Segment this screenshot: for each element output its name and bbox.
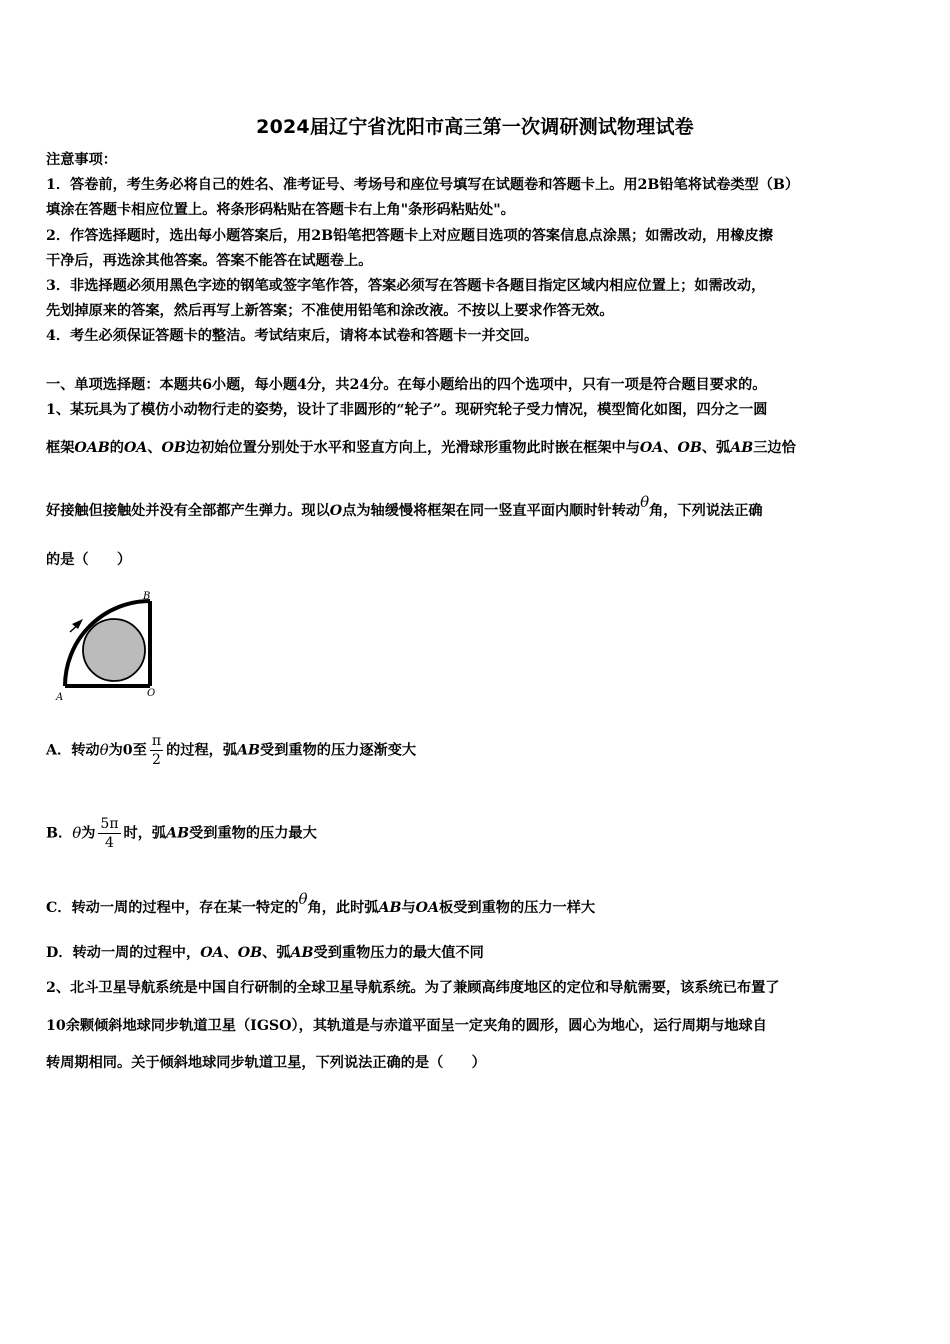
q1-line-3: [46, 493, 763, 521]
option-var-ab: AB: [166, 825, 190, 842]
q1-option-a: [46, 732, 416, 769]
fraction-5pi-over-4: [98, 815, 120, 852]
option-text: B．: [46, 825, 73, 842]
q1-var-ab: AB: [730, 440, 754, 456]
q1-line-1: 1、某玩具为了模仿小动物行走的姿势，设计了非圆形的“轮子”。现研究轮子受力情况，模型简化如图，四分之一圆: [46, 402, 768, 418]
option-var-ab: AB: [290, 945, 314, 961]
option-theta: θ: [298, 890, 308, 908]
q1-line-2: [46, 438, 796, 458]
q1-option-b: [46, 815, 317, 852]
q2-line-1: 2、北斗卫星导航系统是中国自行研制的全球卫星导航系统。为了兼顾高纬度地区的定位和导航需要，该系统已布置了: [46, 980, 780, 996]
option-theta: θ: [72, 823, 82, 842]
q1-var-ob: OB: [677, 440, 702, 456]
option-theta: θ: [99, 740, 109, 759]
notice-heading: 注意事项：: [46, 152, 117, 168]
notice-line-6: 先划掉原来的答案，然后再写上新答案；不准使用铅笔和涂改液。不按以上要求作答无效。: [46, 303, 614, 319]
q1-line-4: 的是（ ）: [46, 552, 132, 568]
option-text: 为: [81, 825, 96, 842]
option-text: 受到重物的压力最大: [189, 825, 317, 842]
q1-text: 、: [147, 440, 162, 456]
q1-text: 框架: [46, 440, 75, 456]
option-var-ab: AB: [237, 742, 261, 759]
q1-text: 边初始位置分别处于水平和竖直方向上，光滑球形重物此时嵌在框架中与: [185, 440, 640, 456]
q1-option-c: [46, 890, 596, 918]
q1-figure: [50, 588, 170, 710]
option-text: A．转动: [46, 742, 100, 759]
option-text: 的过程，弧: [166, 742, 238, 759]
q1-text: 点为轴缓慢将框架在同一竖直平面内顺时针转动: [342, 503, 641, 519]
fraction-numerator: π: [151, 733, 162, 749]
notice-line-4: 干净后，再选涂其他答案。答案不能答在试题卷上。: [46, 253, 373, 269]
option-text: 、弧: [262, 945, 291, 961]
q1-var-ob: OB: [161, 440, 186, 456]
option-text: 板受到重物的压力一样大: [439, 900, 596, 916]
q1-var-o: O: [329, 503, 343, 519]
page-title: 2024届辽宁省沈阳市高三第一次调研测试物理试卷: [256, 116, 694, 138]
fraction-pi-over-2: [150, 732, 163, 769]
q1-text: 、弧: [701, 440, 731, 456]
option-text: 时，弧: [123, 825, 167, 842]
q1-text: 三边恰: [753, 440, 796, 456]
option-var-ob: OB: [237, 945, 263, 961]
q2-line-3: 转周期相同。关于倾斜地球同步轨道卫星，下列说法正确的是（ ）: [46, 1055, 486, 1071]
q1-text: 、: [663, 440, 678, 456]
notice-line-7: 4．考生必须保证答题卡的整洁。考试结束后，请将本试卷和答题卡一并交回。: [46, 328, 539, 344]
option-text: 角，此时弧: [307, 900, 379, 916]
q1-text: 的: [109, 440, 124, 456]
q2-line-2: 10余颗倾斜地球同步轨道卫星（IGSO），其轨道是与赤道平面呈一定夹角的圆形，圆心为地心，运行周期与地球自: [46, 1018, 767, 1034]
option-text: 受到重物压力的最大值不同: [313, 945, 484, 961]
notice-line-5: 3．非选择题必须用黑色字迹的钢笔或签字笔作答，答案必须写在答题卡各题目指定区域内相应位置上；如需改动，: [46, 278, 766, 294]
ball-weight: [83, 619, 145, 681]
quarter-circle-frame-diagram: [50, 588, 170, 706]
option-var-oa: OA: [200, 945, 224, 961]
label-a: A: [56, 692, 64, 703]
q1-text: 角，下列说法正确: [649, 503, 763, 519]
q1-var-oa: OA: [123, 440, 148, 456]
fraction-denominator: 2: [152, 752, 161, 768]
option-text: 、: [223, 945, 238, 961]
label-b: B: [143, 591, 151, 602]
option-text: 受到重物的压力逐渐变大: [260, 742, 417, 759]
option-text: 为0至: [108, 742, 147, 759]
option-text: 与: [401, 900, 416, 916]
option-var-oa: OA: [415, 900, 440, 916]
section-heading: 一、单项选择题：本题共6小题，每小题4分，共24分。在每小题给出的四个选项中，只有一项是符合题目要求的。: [46, 377, 767, 393]
fraction-denominator: 4: [105, 835, 114, 851]
q1-option-d: [46, 943, 484, 963]
option-text: D．转动一周的过程中，: [46, 945, 201, 961]
option-var-ab: AB: [378, 900, 402, 916]
notice-line-2: 填涂在答题卡相应位置上。将条形码粘贴在答题卡右上角"条形码粘贴处"。: [46, 202, 515, 218]
q1-text: 好接触但接触处并没有全部都产生弹力。现以: [46, 503, 330, 519]
q1-var-oa: OA: [639, 440, 664, 456]
q1-theta: θ: [640, 493, 650, 511]
option-text: C．转动一周的过程中，存在某一特定的: [46, 900, 299, 916]
rotation-arrowhead: [72, 619, 83, 629]
q1-var-oab: OAB: [74, 440, 110, 456]
label-o: O: [147, 688, 156, 699]
notice-line-1: 1．答卷前，考生务必将自己的姓名、准考证号、考场号和座位号填写在试题卷和答题卡上。用2B铅笔将试卷类型（B）: [46, 177, 800, 193]
notice-line-3: 2．作答选择题时，选出每小题答案后，用2B铅笔把答题卡上对应题目选项的答案信息点涂黑；如需改动，用橡皮擦: [46, 228, 773, 244]
fraction-numerator: 5π: [100, 816, 119, 832]
